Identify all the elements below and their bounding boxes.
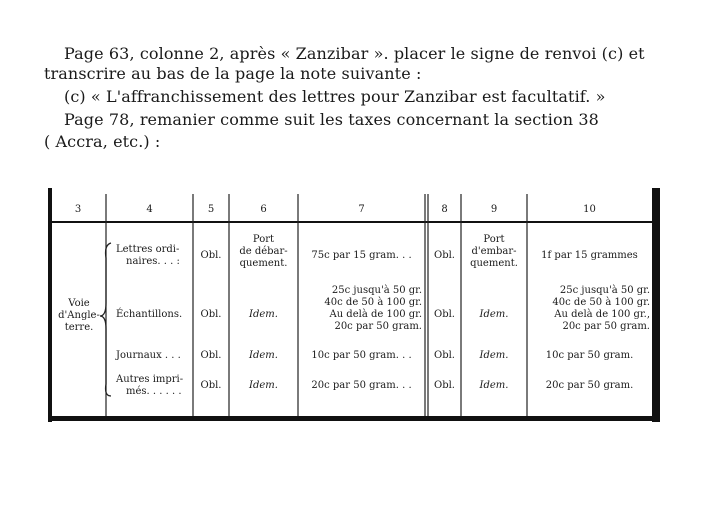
cell-tax: 10c par 50 gram. <box>545 350 634 361</box>
port-line: Port <box>252 234 275 245</box>
cell-category: Journaux . . . <box>116 350 181 361</box>
cell-port: Idem. <box>479 309 509 320</box>
paragraph-page78-line1: Page 78, remanier comme suit les taxes concernant la section 38 <box>64 110 599 129</box>
cell-tax: 1f par 15 grammes <box>541 250 638 261</box>
cell-obligation: Obl. <box>434 350 455 361</box>
cell-port: Idem. <box>249 350 278 361</box>
tariff-table <box>48 188 662 426</box>
tax-line: Au delà de 100 gr., <box>554 309 650 320</box>
cell-tax <box>529 285 650 333</box>
paragraph-page63-line1: Page 63, colonne 2, après « Zanzibar ». placer le signe de renvoi (c) et <box>64 44 645 63</box>
category-line: Autres impri- <box>116 374 184 385</box>
cell-tax: 10c par 50 gram. . . <box>311 350 412 361</box>
col-header-9: 9 <box>490 204 498 215</box>
cell-obligation: Obl. <box>200 380 222 391</box>
port-line: de débar- <box>239 246 288 257</box>
cell-obligation: Obl. <box>200 250 222 261</box>
cell-port <box>461 234 527 270</box>
tax-line: 25c jusqu'à 50 gr. <box>331 285 422 296</box>
tax-line: 20c par 50 gram. <box>562 321 650 332</box>
tax-line: Au delà de 100 gr. <box>329 309 422 320</box>
cell-tax: 20c par 50 gram. . . <box>311 380 412 391</box>
cell-category: Échantillons. <box>116 309 183 320</box>
port-line: d'embar- <box>471 246 517 257</box>
col-header-6: 6 <box>260 204 267 215</box>
category-line: Lettres ordi- <box>116 244 180 255</box>
table-right-border <box>652 188 660 422</box>
col-header-3: 3 <box>74 204 82 215</box>
cell-category <box>116 374 192 398</box>
cell-obligation: Obl. <box>434 309 455 320</box>
col-header-7: 7 <box>358 204 365 215</box>
port-line: quement. <box>470 258 518 269</box>
cell-tax: 20c par 50 gram. <box>545 380 634 391</box>
cell-obligation: Obl. <box>200 309 222 320</box>
route-line: Voie <box>68 298 90 309</box>
cell-port <box>229 234 298 270</box>
note-zanzibar: (c) « L'affranchissement des lettres pour Zanzibar est facultatif. » <box>64 87 606 106</box>
tax-line: 20c par 50 gram. <box>334 321 422 332</box>
cell-tax: 75c par 15 gram. . . <box>311 250 412 261</box>
cell-port: Idem. <box>479 380 509 391</box>
tax-line: 40c de 50 à 100 gr. <box>324 297 422 308</box>
port-line: Port <box>483 234 505 245</box>
route-line: terre. <box>64 322 94 333</box>
cell-tax <box>300 285 422 333</box>
paragraph-page63-line2: transcrire au bas de la page la note suivante : <box>44 64 422 83</box>
tax-line: 25c jusqu'à 50 gr. <box>559 285 650 296</box>
cell-port: Idem. <box>479 350 509 361</box>
route-label <box>52 298 106 334</box>
tax-line: 40c de 50 à 100 gr. <box>552 297 650 308</box>
col-header-5: 5 <box>207 204 215 215</box>
route-line: d'Angle- <box>58 310 100 321</box>
cell-obligation: Obl. <box>434 250 455 261</box>
col-header-10: 10 <box>583 204 596 215</box>
col-header-8: 8 <box>441 204 448 215</box>
port-line: quement. <box>239 258 288 269</box>
cell-port: Idem. <box>249 380 278 391</box>
cell-obligation: Obl. <box>434 380 455 391</box>
cell-obligation: Obl. <box>200 350 222 361</box>
category-line: més. . . . . . <box>126 386 182 397</box>
cell-category <box>116 244 192 268</box>
table-bottom-border <box>48 416 660 421</box>
cell-port: Idem. <box>249 309 278 320</box>
col-header-4: 4 <box>146 204 153 215</box>
paragraph-page78-line2: ( Accra, etc.) : <box>44 132 161 151</box>
category-line: naires. . . : <box>126 256 180 267</box>
